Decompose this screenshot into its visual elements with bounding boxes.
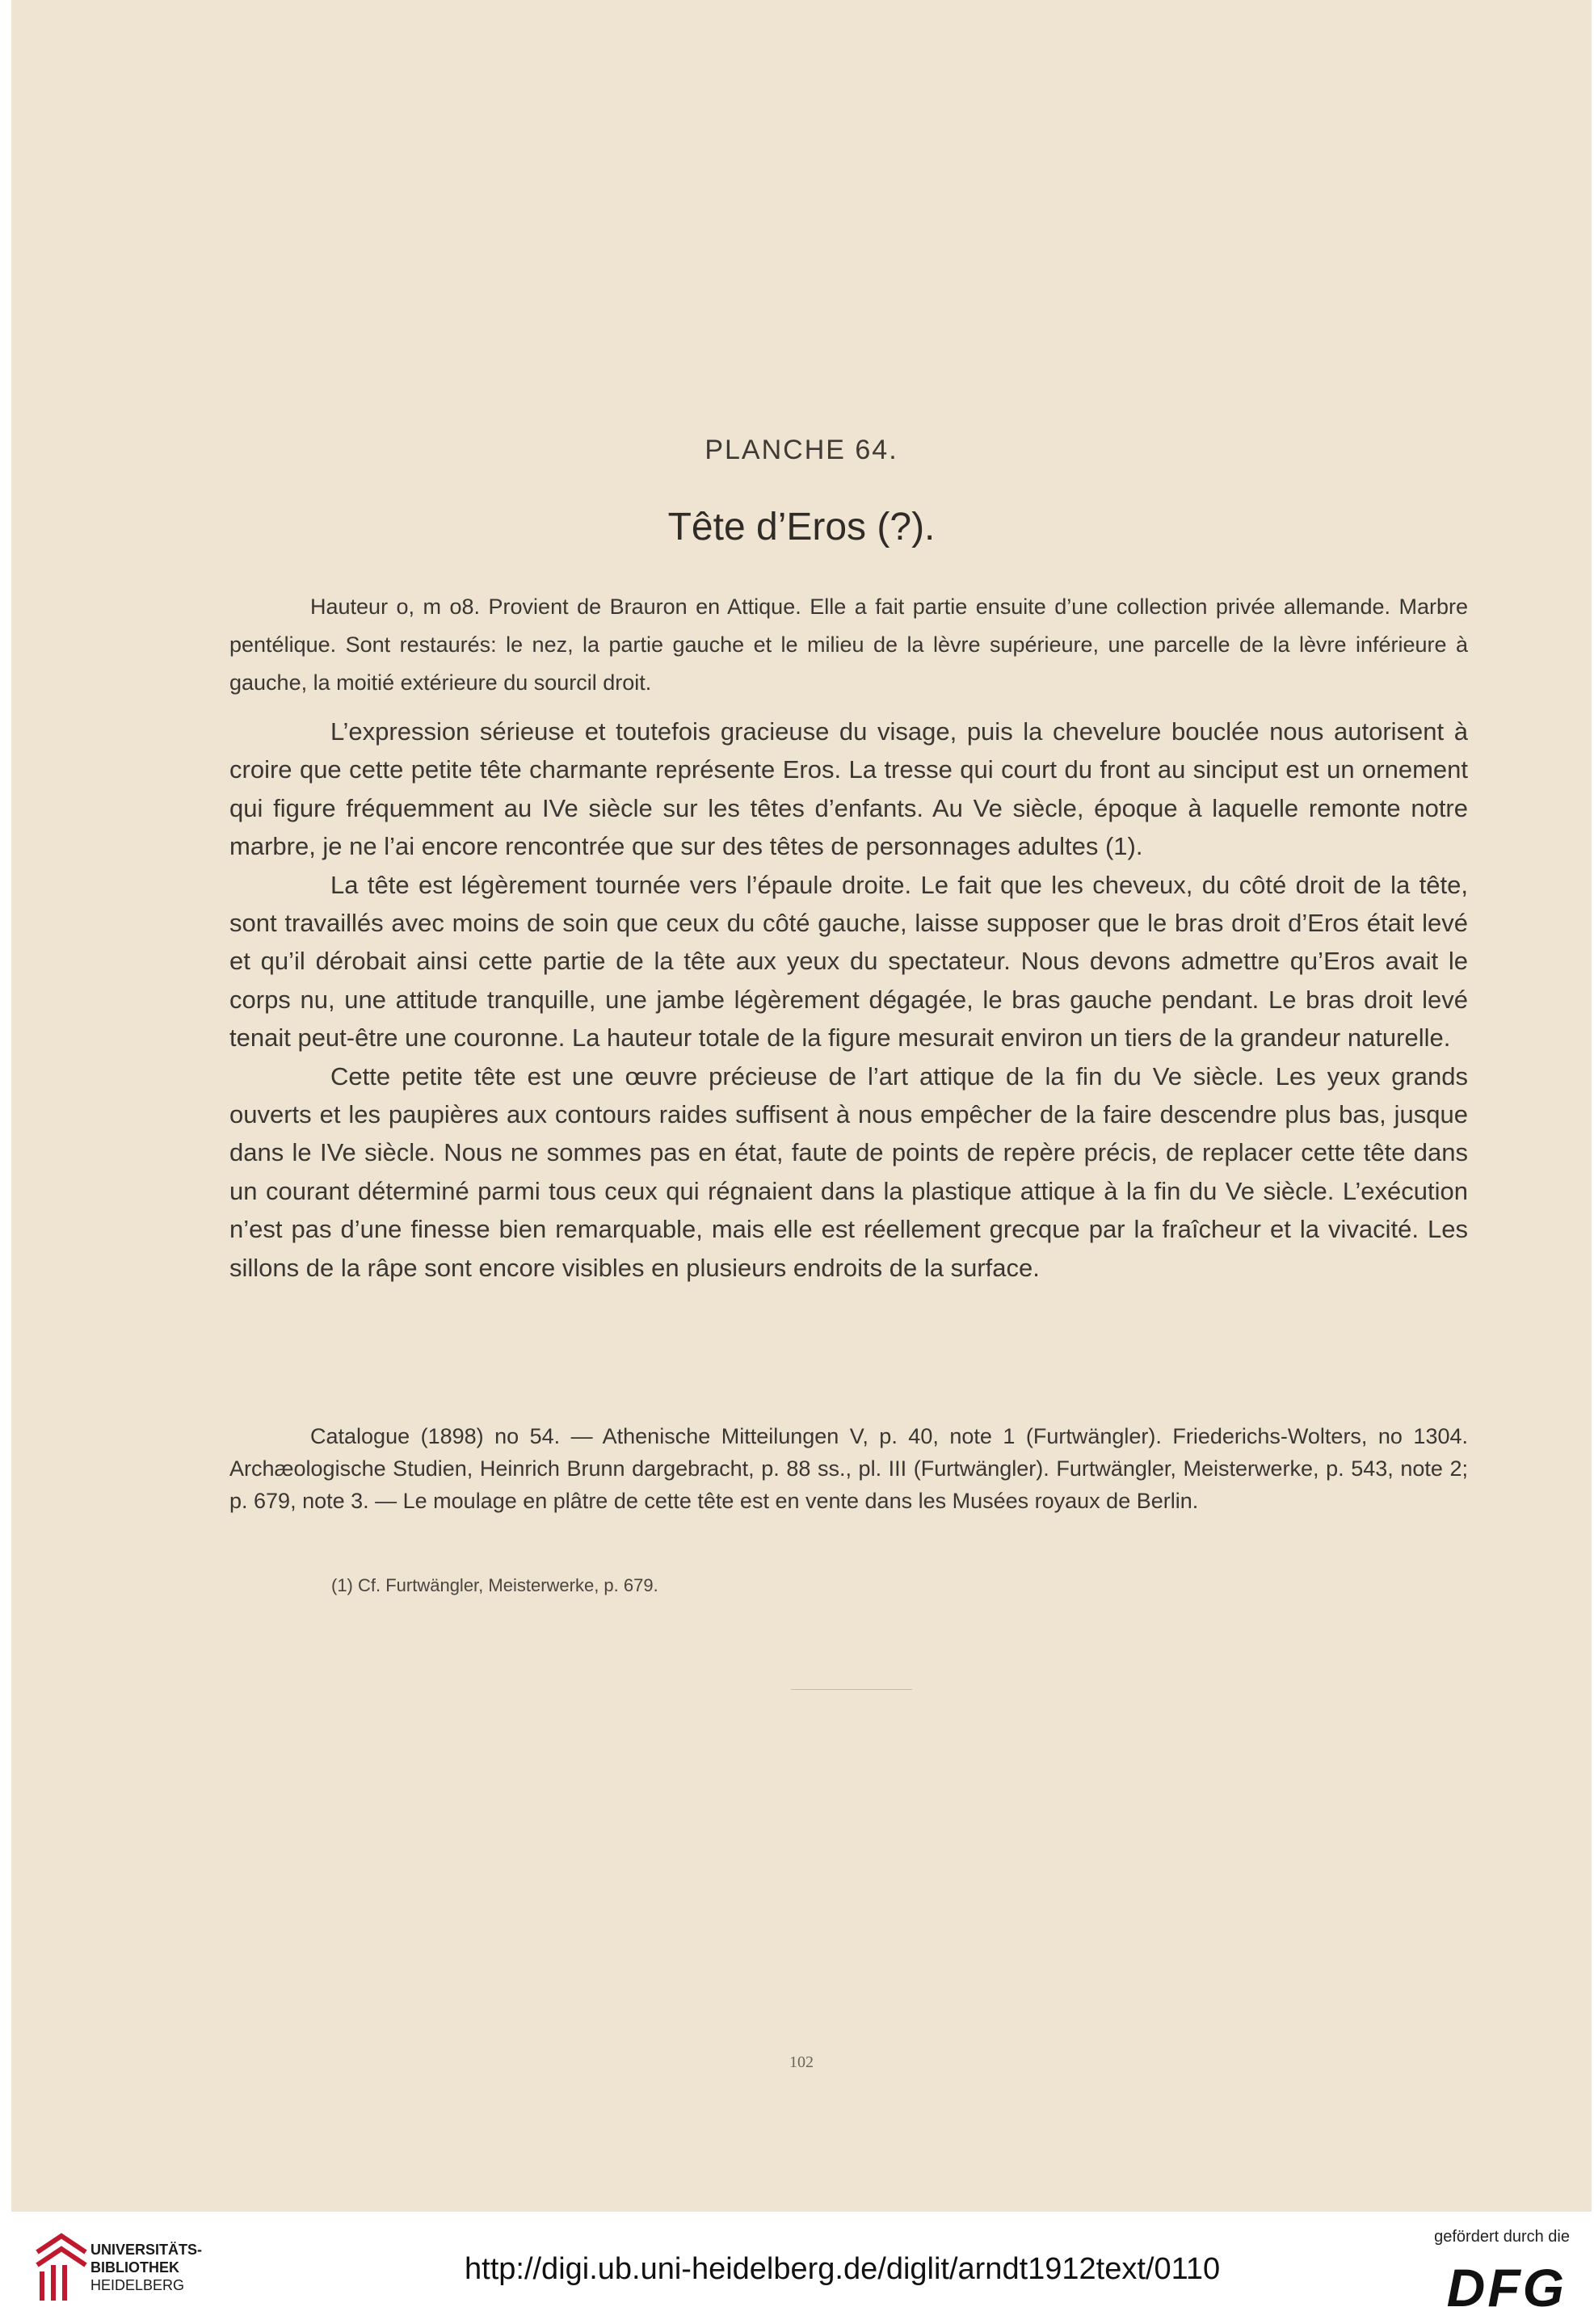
library-logo-icon [29,2229,90,2305]
plate-number: PLANCHE 64. [704,435,898,465]
page-title: Tête d’Eros (?). [667,506,936,548]
intro-text: Hauteur o, m o8. Provient de Brauron en Attique. Elle a fait partie ensuite d’une collection privée allemande. Marbre pentélique. Sont restaurés: le nez, la partie gauche et le milieu de la lèvre supérieure, une parcelle de la lèvre inférieure à gauche, la moitié extérieure du sourcil droit. [229,595,1468,695]
intro-paragraph [229,588,1468,702]
footer-bar [0,2212,1594,2324]
library-name-line-1: UNIVERSITÄTS- [90,2242,203,2258]
library-name-line-2: BIBLIOTHEK [90,2259,179,2276]
funded-by-label: gefördert durch die [1434,2228,1570,2246]
bibliography [229,1420,1468,1517]
paragraph-1: L’expression sérieuse et toutefois gracieuse du visage, puis la chevelure bouclée nous autorisent à croire que cette petite tête charmante représente Eros. La tresse qui court du front au sinciput est un ornement qui figure fréquemment au IVe siècle sur les têtes d’enfants. Au Ve siècle, époque à laquelle remonte notre marbre, je ne l’ai encore rencontrée que sur des têtes de personnages adultes (1). [229,717,1468,861]
bibliography-text: Catalogue (1898) no 54. — Athenische Mitteilungen V, p. 40, note 1 (Furtwängler). Friederichs-Wolters, no 1304. Archæologische Studien, Heinrich Brunn dargebracht, p. 88 ss., pl. III (Furtwängler). Furtwängler, Meisterwerke, p. 543, note 2; p. 679, note 3. — Le moulage en plâtre de cette tête est en vente dans les Musées royaux de Berlin. [229,1424,1468,1513]
footnote: (1) Cf. Furtwängler, Meisterwerke, p. 679. [331,1575,658,1595]
page-number: 102 [789,2053,814,2071]
paragraph-2: La tête est légèrement tournée vers l’épaule droite. Le fait que les cheveux, du côté droit de la tête, sont travaillés avec moins de soin que ceux du côté gauche, laisse supposer que le bras droit d’Eros était levé et qu’il dérobait ainsi cette partie de la tête aux yeux du spectateur. Nous devons admettre qu’Eros avait le corps nu, une attitude tranquille, une jambe légèrement dégagée, le bras gauche pendant. Le bras droit levé tenait peut-être une couronne. La hauteur totale de la figure mesurait environ un tiers de la grandeur naturelle. [229,870,1468,1053]
scanned-page [11,0,1592,2212]
divider [791,1689,912,1690]
paragraph-3: Cette petite tête est une œuvre précieuse de l’art attique de la fin du Ve siècle. Les yeux grands ouverts et les paupières aux contours raides suffisent à nous empêcher de la faire descendre plus bas, jusque dans le IVe siècle. Nous ne sommes pas en état, faute de points de repère précis, de replacer cette tête dans un courant déterminé parmi tous ceux qui régnaient dans la plastique attique à la fin du Ve siècle. L’exécution n’est pas d’une finesse bien remarquable, mais elle est réellement grecque par la fraîcheur et la vivacité. Les sillons de la râpe sont encore visibles en plusieurs endroits de la surface. [229,1061,1468,1282]
body-text [229,712,1468,1287]
source-url-link[interactable]: http://digi.ub.uni-heidelberg.de/diglit/arndt1912text/0110 [465,2252,1221,2286]
dfg-logo: DFG [1446,2258,1567,2318]
library-name-line-3: HEIDELBERG [90,2277,185,2293]
library-name [90,2241,202,2294]
